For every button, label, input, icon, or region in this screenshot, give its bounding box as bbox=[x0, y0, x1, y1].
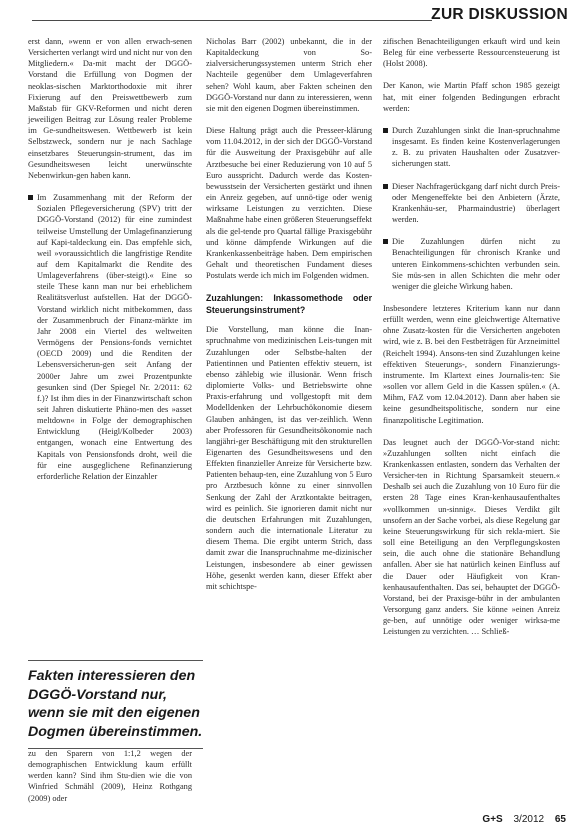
bullet-text: Die Zuzahlungen dürfen nicht zu Benachteiligungen für chronisch Kranke und unteren Einkommens-schichten verbunden sein. Sie müs-sen in allen Schichten die mehr oder weniger die gleiche Wirkung haben. bbox=[392, 237, 560, 291]
bullet-item bbox=[383, 125, 560, 170]
pull-quote-text: Fakten interessieren den DGGÖ-Vorstand nur, wenn sie mit den eigenen Dogmen übereinstimmen. bbox=[28, 668, 203, 740]
page-number: 65 bbox=[554, 814, 566, 825]
issue-number: 3/2012 bbox=[513, 814, 545, 825]
bullet-text: Dieser Nachfragerückgang darf nicht durch Preis- oder Mengeneffekte bei den Anbietern (Ärzte, Krankenhäu-ser, Pharmaindustrie) überlagert werden. bbox=[392, 181, 560, 225]
bullet-item bbox=[28, 192, 192, 482]
bullet-square-icon bbox=[383, 239, 388, 244]
paragraph: Der Kanon, wie Martin Pfaff schon 1985 gezeigt hat, mit einer folgenden Bedingungen erbracht werden: bbox=[383, 81, 560, 113]
section-title: ZUR DISKUSSION bbox=[431, 6, 568, 23]
paragraph: Nicholas Barr (2002) unbekannt, die in der Kapitaldeckung von So-zialversicherungssystemen unterm Strich eher Nachteile gegenüber dem Umlageverfahren sehen? Wohl kaum, aber Fakten scheinen den DGGÖ-Vorstand nur dann zu interessieren, wenn sie mit den eigenen Dogmen übereinstimmen. bbox=[206, 37, 372, 113]
bullet-item bbox=[383, 181, 560, 226]
paragraph: Insbesondere letzteres Kriterium kann nur dann erfüllt werden, wenn eine gleichwertige Alternative ohne Zusatz-kosten für die Versicherten angeboten wird, wie z. B. bei den Festbeträgen für Arzneimittel (Reichelt 1994). Ansons-ten sind Zuzahlungen keine effektiven Steuerungs-, sondern Finanzierungs-instrumente. Im Klartext eines Journalis-ten: Sie »sollen vor allem Geld in die Kassen spülen.« (A. Mihm, FAZ vom 12.04.2012). Dann aber haben sie keine gesundheitspolitische, sondern nur eine finanzpolitische Legitimation. bbox=[383, 303, 560, 425]
column-3 bbox=[383, 36, 560, 649]
paragraph: Die Vorstellung, man könne die Inan-spruchnahme von medizinischen Leis-tungen mit Zuzahlungen oder Selbstbe-halten der Patientinnen und Patienten effektiv steuern, ist ebenso zählebig wie illusionär. Wenn frisch diplomierte Volks- und Betriebswirte ohne Praxis-erfahrung und vollgestopft mit dem Modelldenken der Lehrbuchökonomie diesem Glauben anhängen, ist das ver-zeihlich. Wenn aber Professoren für Gesundheitsökonomie nach langjähri-ger Beschäftigung mit den strukturellen Eigenarten des Gesundheitswesens und den Effekten finanzieller Anreize für Versicherte bzw. Patienten behaup-ten, eine Zuzahlung von 5 Euro pro Arztbesuch könne zu einer sinnvollen Senkung der Zahl der Arztkontakte beitragen, wird es peinlich. Sie ignorieren damit nicht nur die deutschen Erfahrungen mit Zuzahlungen, sondern auch die internationale Literatur zu diesem Thema. Die ergibt unterm Strich, dass damit zwar die Inanspruchnahme me-dizinischer Leistungen, insbesondere ab einer gewissen Höhe, gesenkt werden kann, dieser Effekt aber mit schichtspe- bbox=[206, 325, 372, 591]
bullet-item bbox=[383, 236, 560, 292]
paragraph: Das leugnet auch der DGGÖ-Vor-stand nicht: »Zuzahlungen sollten nicht einfach die Krankenkassen entlasten, sondern das Verhalten der Versicher-ten in Richtung Sparsamkeit steuern.« Deshalb sei auch die Zuzahlung von 10 Euro für die ersten 28 Tage eines Kran-kenhausaufenthaltes »vollkommen un-sinnig«. Dieses Verdikt gilt unsofern an der Sache vorbei, als diese Regelung gar keine Steuerungswirkung für sich rekla-miert. Sie soll eine Beteiligung an den Verpflegungskosten sein, die auch ohne die stationäre Behandlung anfallen. Aber sie hat natürlich keinen Einfluss auf die Dauer oder Häufigkeit von Kran-kenhausaufenthalten. Das sei, behauptet der DGGÖ-Vorstand, bei der Praxisge-bühr in der ambulanten Versorgung ganz anders. Sie könne »einen Anreiz ge-ben, auf unnötige oder weniger wirksa-me Leistungen zu verzichten. … Schließ- bbox=[383, 437, 560, 637]
page-footer bbox=[474, 814, 566, 825]
subheading: Zuzahlungen: Inkassomethode oder Steuerungsinstrument? bbox=[206, 293, 372, 316]
pull-quote bbox=[28, 660, 203, 749]
journal-name: G+S bbox=[482, 814, 503, 825]
column-2 bbox=[206, 36, 372, 603]
bullet-square-icon bbox=[383, 184, 388, 189]
paragraph: zifischen Benachteiligungen erkauft wird und kein Beleg für eine verbesserte Ressourcensteuerung ist (Holst 2008). bbox=[383, 37, 560, 69]
column-1 bbox=[28, 36, 192, 493]
paragraph: Diese Haltung prägt auch die Presseer-klärung vom 11.04.2012, in der sich der DGGÖ-Vorstand für die Ausweitung der Praxisgebühr auf alle Arztbesuche bei einer Reduzierung von 10 auf 5 Euro ausspricht. Dadurch werde das Kosten-bewusstsein der Versicherten gestärkt und ihnen ein Anreiz gegeben, auf unnö-tige oder wenig wirksame Leistungen zu verzichten. Diese Maßnahme habe einen größeren Steuerungseffekt als die gel-tende pro Quartal fällige Praxisgebühr und könne dämpfende Wirkungen auf die Krankenkassenbeiträge haben. Dem empirischen Gehalt und theoretischen Fundament dieses Postulats werde ich mich im Folgenden widmen. bbox=[206, 126, 372, 281]
paragraph: erst dann, »wenn er von allen erwach-senen Versicherten verlangt wird und nicht nur von den Mitgliedern.« Da-mit macht der DGGÖ-Vorstand die Erfüllung von Dogmen der neoklas-sischen Marktorthodoxie mit ihrer Fixierung auf den Preiswettbewerb zum Maßstab für GKV-Reformen und nicht deren jeweiligen Beitrag zur Lösung realer Probleme im Ge-sundheitswesen. Wettbewerb ist kein Selbstzweck, sondern nur je nach Sachlage einsetzbares Steuerungsin-strument, das im Gesundheitswesen leicht unerwünschte Nebenwirkun-gen haben kann. bbox=[28, 37, 192, 180]
column-1-continuation: zu den Sparern von 1:1,2 wegen der demographischen Entwicklung kaum erfüllt werden kann? Sind ihm Stu-dien wie die von Winfried Schmähl (2009), Heinz Rothgang (2009) oder bbox=[28, 749, 192, 803]
bullet-square-icon bbox=[28, 195, 33, 200]
header-rule bbox=[32, 20, 432, 21]
bullet-square-icon bbox=[383, 128, 388, 133]
bullet-text: Durch Zuzahlungen sinkt die Inan-spruchnahme insgesamt. Es finden keine Kostenverlagerungen z. B. zu privaten Haushalten oder Zusatzver-sicherungen statt. bbox=[392, 125, 560, 169]
bullet-text: Im Zusammenhang mit der Reform der Sozialen Pflegeversicherung (SPV) tritt der DGGÖ-Vorstand (2012) für eine zumindest teilweise Umstellung der Umlagefinanzierung auf Kapi-taldeckung ein. Das empfehle sich, weil »voraussichtlich die langfristige Rendite auf dem Kapitalmarkt die Rendite des Umlageverfahrens (über-steigt).« Eine so steile These kann man nur bei erheblichem Realitätsverlust aufstellen. Hat der DGGÖ-Vorstand wirklich nicht mitbekommen, dass der Zusammenbruch der Finanz-märkte im Jahr 2008 ein Viertel des weltweiten Vermögens der Pensions-fonds vernichtet (OECD 2009) und die Renditen der Lebensversicherun-gen seit Anfang der 2000er Jahre um zwei Prozentpunkte gesunken sind (Der Spiegel Nr. 2/2011: 62 f.)? Ist ihm dies in der Finanzwirtschaft schon seit Jahren diskutierte Phäno-men des »asset meltdown« in Folge der demographischen Entwicklung (Heigl/Kolbeder 2003) entgangen, wonach eine Entwertung des Kapitals von Pensionsfonds droht, weil die für eine ausgeglichene Refinanzierung erforderliche Relation der Einzahler bbox=[37, 193, 192, 481]
